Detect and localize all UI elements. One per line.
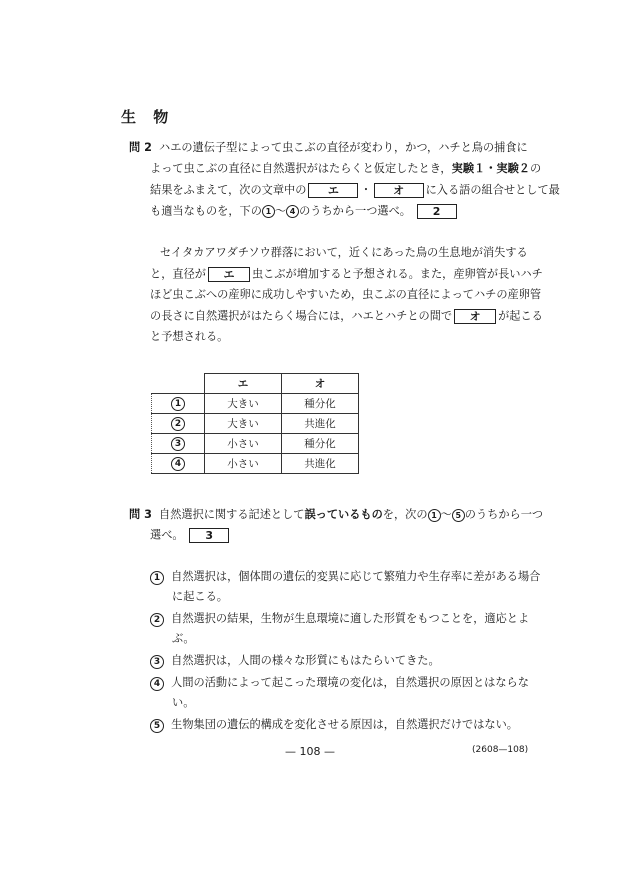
q2-label: 問 2 xyxy=(129,141,152,154)
q3-label: 問 3 xyxy=(129,508,152,521)
list-item xyxy=(150,612,529,627)
blank-e-box: エ xyxy=(308,183,358,198)
list-item xyxy=(150,676,529,691)
option-text-continued: い。 xyxy=(172,696,195,709)
q3-line-2 xyxy=(150,528,231,543)
option-number: 4 xyxy=(150,677,164,691)
option-number: 3 xyxy=(150,655,164,669)
circled-number-4: 4 xyxy=(286,205,299,218)
q2-experiment-ref: 実験１・実験２ xyxy=(451,162,530,175)
q2-text-4c: のうちから一つ選べ。 xyxy=(299,204,411,218)
circled-number-1: 1 xyxy=(428,509,441,522)
option-number: 2 xyxy=(171,417,185,431)
q2-text-2a: よって虫こぶの直径に自然選択がはたらくと仮定したとき， xyxy=(150,162,452,175)
option-number: 2 xyxy=(150,613,164,627)
option-number: 1 xyxy=(171,397,185,411)
option-text: 自然選択は，個体間の遺伝的変異に応じて繁殖力や生存率に差がある場合 xyxy=(171,570,541,583)
answer-number-box: 3 xyxy=(189,528,229,543)
list-item xyxy=(150,654,440,669)
table-row xyxy=(152,454,359,474)
cell-e: 大きい xyxy=(205,414,282,434)
passage-text-2a: と，直径が xyxy=(150,267,206,281)
list-item xyxy=(150,570,540,585)
option-text: 自然選択の結果，生物が生息環境に適した形質をもつことを，適応とよ xyxy=(171,612,530,625)
cell-o: 種分化 xyxy=(282,434,359,454)
option-number: 5 xyxy=(150,719,164,733)
list-item xyxy=(150,718,518,733)
option-text: 生物集団の遺伝的構成を変化させる原因は，自然選択だけではない。 xyxy=(171,718,518,731)
cell-o: 共進化 xyxy=(282,414,359,434)
q3-text-1d: ～ xyxy=(440,508,452,521)
cell-e: 小さい xyxy=(205,454,282,474)
option-text-continued: ぶ。 xyxy=(172,632,195,645)
passage-line-2 xyxy=(150,267,543,282)
q2-line-3 xyxy=(150,183,560,198)
option-text: 自然選択は，人間の様々な形質にもはたらいてきた。 xyxy=(171,654,440,667)
q2-text-3a: 結果をふまえて，次の文章中の xyxy=(150,183,307,197)
cell-o: 種分化 xyxy=(282,394,359,414)
q2-text-2c: の xyxy=(529,162,542,175)
table-row xyxy=(152,434,359,454)
table-row xyxy=(152,414,359,434)
blank-e-box-2: エ xyxy=(208,267,250,282)
cell-o: 共進化 xyxy=(282,454,359,474)
q3-line-1 xyxy=(129,508,543,522)
table-corner-cell xyxy=(152,374,205,394)
q2-line-2 xyxy=(150,162,541,176)
q2-text-1: ハエの遺伝子型によって虫こぶの直径が変わり，かつ，ハチと鳥の捕食に xyxy=(159,141,528,154)
q2-text-3b: ・ xyxy=(360,183,372,197)
passage-line-4 xyxy=(150,309,543,324)
subject-heading: 生 物 xyxy=(121,108,175,126)
passage-text-4a: の長さに自然選択がはたらく場合には，ハエとハチとの間で xyxy=(150,309,453,323)
q2-text-4b: ～ xyxy=(274,204,287,218)
option-number: 4 xyxy=(171,457,185,471)
passage-line-3: ほど虫こぶへの産卵に成功しやすいため，虫こぶの直径によってハチの産卵管 xyxy=(150,288,542,301)
column-header-e: エ xyxy=(205,374,282,394)
circled-number-1: 1 xyxy=(262,205,275,218)
passage-line-5: と予想される。 xyxy=(150,330,229,343)
q3-emphasis: 誤っているもの xyxy=(304,508,383,521)
q2-text-4a: も適当なものを，下の xyxy=(150,204,262,218)
q3-text-1e: のうちから一つ xyxy=(464,508,544,521)
passage-text-4b: が起こる xyxy=(498,309,543,323)
answer-number-box: 2 xyxy=(417,204,457,219)
q3-text-1c: を，次の xyxy=(382,508,428,521)
cell-e: 大きい xyxy=(205,394,282,414)
q2-text-3c: に入る語の組合せとして最 xyxy=(425,183,560,197)
q2-line-1 xyxy=(129,141,528,155)
blank-o-box: オ xyxy=(374,183,424,198)
page-number: — 108 — xyxy=(285,745,335,758)
passage-line-1: セイタカアワダチソウ群落において，近くにあった鳥の生息地が消失する xyxy=(160,246,528,259)
option-text-continued: に起こる。 xyxy=(172,590,228,603)
cell-e: 小さい xyxy=(205,434,282,454)
option-number: 3 xyxy=(171,437,185,451)
table-row xyxy=(152,394,359,414)
q2-line-4 xyxy=(150,204,459,219)
answer-options-table xyxy=(151,373,359,474)
document-code: (2608—108) xyxy=(472,745,529,755)
column-header-o: オ xyxy=(282,374,359,394)
q3-text-1a: 自然選択に関する記述として xyxy=(159,508,305,521)
passage-text-2b: 虫こぶが増加すると予想される。また，産卵管が長いハチ xyxy=(251,267,543,281)
circled-number-5: 5 xyxy=(452,509,465,522)
blank-o-box-2: オ xyxy=(454,309,496,324)
q3-text-2: 選べ。 xyxy=(150,528,184,542)
option-number: 1 xyxy=(150,571,164,585)
option-text: 人間の活動によって起こった環境の変化は，自然選択の原因とはならな xyxy=(171,676,529,689)
